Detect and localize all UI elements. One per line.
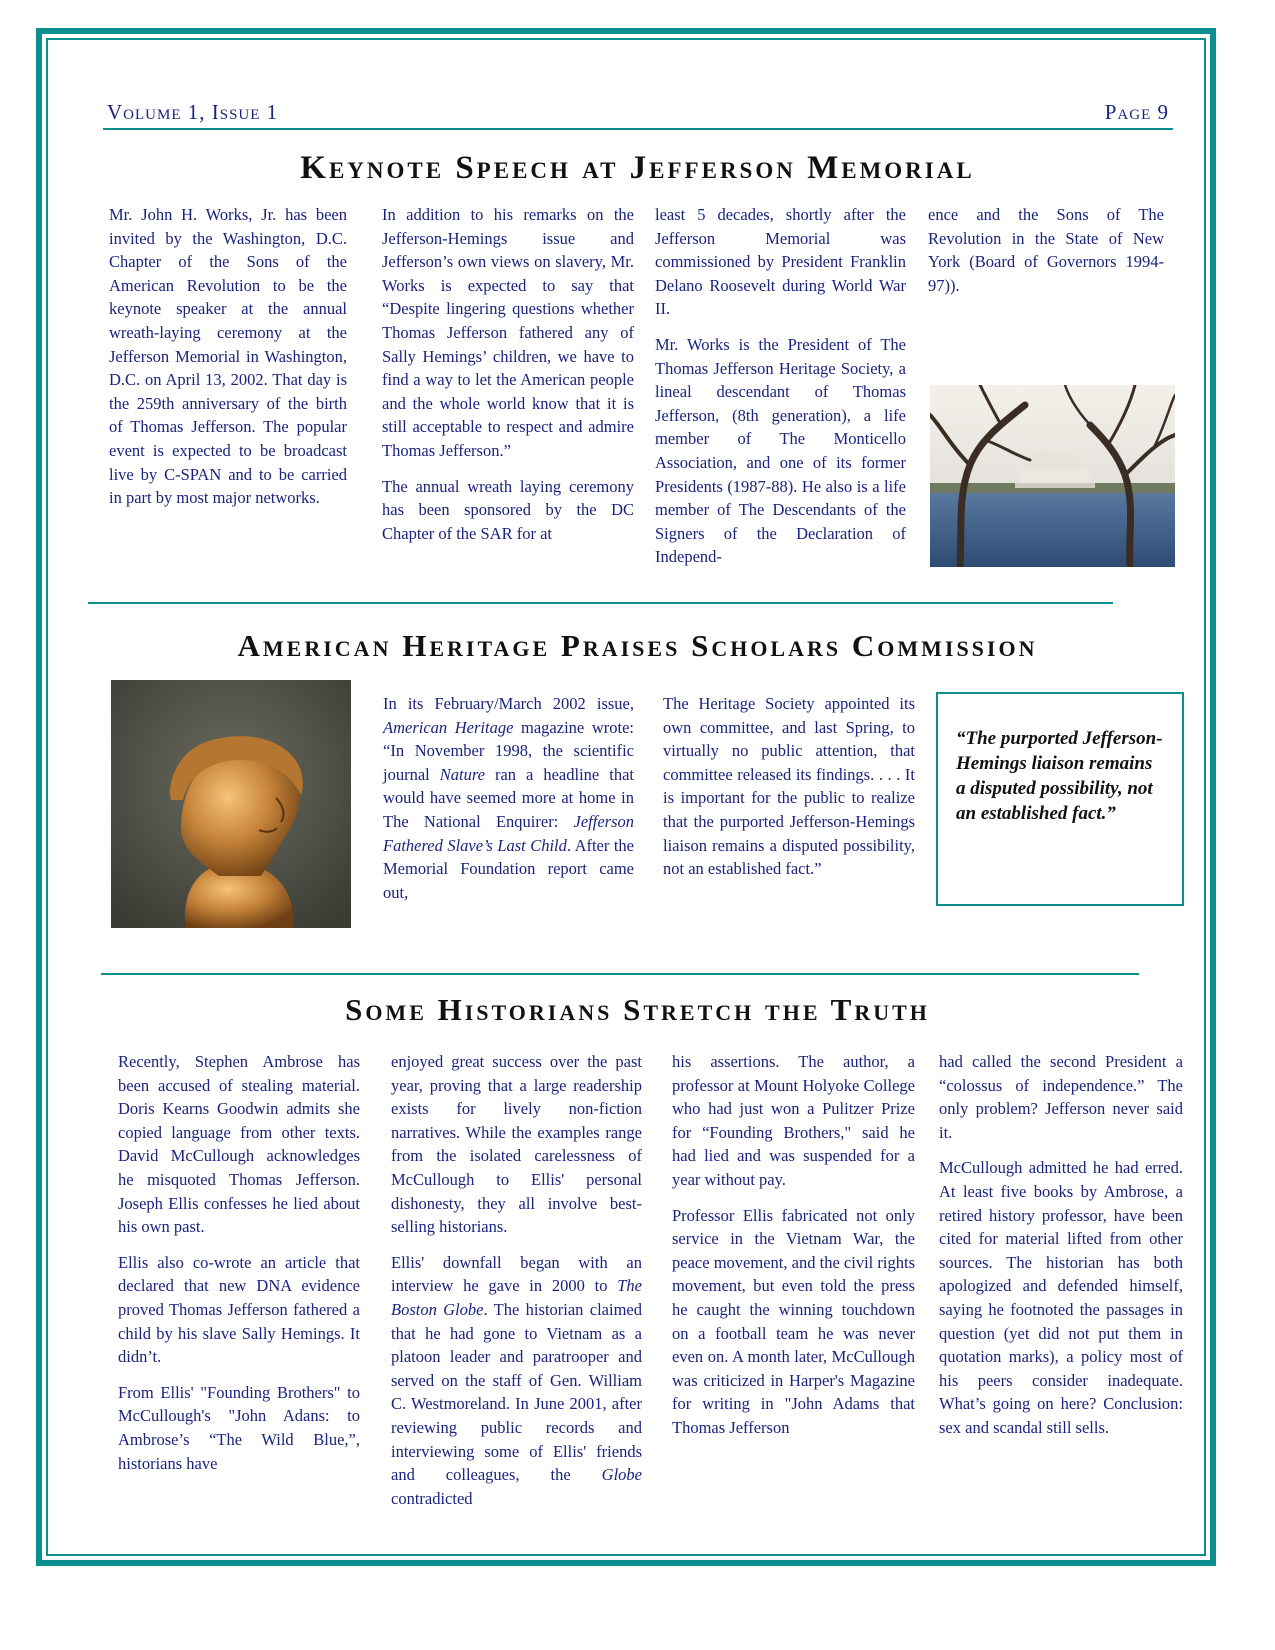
running-header (103, 96, 1173, 130)
page-number: Page 9 (1104, 100, 1169, 124)
article3-column-1 (118, 1050, 360, 1487)
paragraph: In its February/March 2002 issue, American Heritage magazine wrote: “In November 1998, the scientific journal Nature ran a headline that would have seemed more at home in The National Enquirer: Jefferson Fathered Slave’s Last Child. After the Memorial Foundation report came out, (383, 694, 635, 902)
headline-quote: Jefferson Fathered Slave’s Last Child (383, 811, 634, 855)
journal-name: Nature (439, 764, 485, 784)
newspaper-name: The Boston Globe (391, 1276, 642, 1319)
article3-title: Some Historians Stretch the Truth (345, 992, 930, 1027)
paragraph: Mr. John H. Works, Jr. has been invited by the Washington, D.C. Chapter of the Sons of the American Revolution to be the keynote speaker at the annual wreath-laying ceremony at the Jefferson Memorial in Washington, D.C. on April 13, 2002. That day is the 259th anniversary of the birth of Thomas Jefferson. The popular event is expected to be broadcast live by C-SPAN and to be carried in part by most major networks. (109, 205, 347, 508)
paragraph: Ellis also co-wrote an article that declared that new DNA evidence proved Thomas Jefferson fathered a child by his slave Sally Hemings. It didn’t. (118, 1252, 360, 1367)
newspaper-name-short: Globe (601, 1465, 642, 1485)
paragraph: Recently, Stephen Ambrose has been accused of stealing material. Doris Kearns Goodwin admits she copied language from other texts. David McCullough acknowledges he misquoted Thomas Jefferson. Joseph Ellis confesses he lied about his own past. (118, 1052, 360, 1237)
article2-column-1 (383, 692, 634, 916)
jefferson-memorial-photo (930, 385, 1175, 567)
article1-title: Keynote Speech at Jefferson Memorial (300, 150, 975, 186)
paragraph: ence and the Sons of The Revolution in the State of New York (Board of Governors 1994-97)). (928, 205, 1164, 295)
article3-column-3 (672, 1050, 915, 1452)
section-divider (101, 973, 1139, 975)
paragraph: Ellis' downfall began with an interview he gave in 2000 to The Boston Globe. The historian claimed that he had gone to Vietnam as a platoon leader and paratrooper and served on the staff of Gen. William C. Westmoreland. In June 2001, after reviewing public records and interviewing some of Ellis' friends and colleagues, the Globe contradicted (391, 1252, 642, 1508)
paragraph: his assertions. The author, a professor at Mount Holyoke College who had just won a Pulitzer Prize for “Founding Brothers," said he had lied and was suspended for a year without pay. (672, 1052, 915, 1189)
paragraph: In addition to his remarks on the Jefferson-Hemings issue and Jefferson’s own views on slavery, Mr. Works is expected to say that “Despite lingering questions whether Thomas Jefferson fathered any of Sally Hemings’ children, we have to find a way to let the American people and the whole world know that it is still acceptable to respect and admire Thomas Jefferson.” (382, 205, 634, 460)
article2-title: American Heritage Praises Scholars Commission (237, 628, 1038, 663)
section-divider (88, 602, 1113, 604)
paragraph: enjoyed great success over the past year, proving that a large readership exists for lively non-fiction narratives. While the examples range from the isolated carelessness of McCullough to Ellis' personal dishonesty, they all involve best-selling historians. (391, 1052, 642, 1237)
paragraph: Mr. Works is the President of The Thomas Jefferson Heritage Society, a lineal descendant of Thomas Jefferson, (8th generation), a life member of The Monticello Association, and one of its former Presidents (1987-88). He also is a life member of The Descendants of the Signers of the Declaration of Independ- (655, 334, 906, 567)
article3-column-2 (391, 1050, 642, 1522)
paragraph: The Heritage Society appointed its own committee, and last Spring, to virtually no public attention, that committee released its findings. . . . It is important for the public to realize that the purported Jefferson-Hemings liaison remains a disputed possibility, not an established fact.” (663, 694, 915, 879)
paragraph: least 5 decades, shortly after the Jefferson Memorial was commissioned by President Franklin Delano Roosevelt during World War II. (655, 205, 906, 319)
volume-issue: Volume 1, Issue 1 (107, 100, 279, 124)
paragraph: McCullough admitted he had erred. At least five books by Ambrose, a retired history professor, have been cited for material lifted from other sources. The historian has both apologized and defended himself, saying he footnoted the passages in question (yet did not put them in quotation marks), a policy most of his peers consider inadequate. What’s going on here? Conclusion: sex and scandal still sells. (939, 1158, 1183, 1437)
pull-quote: “The purported Jefferson-Hemings liaison remains a disputed possibility, not an established fact.” (936, 692, 1184, 906)
article3-column-4 (939, 1050, 1183, 1452)
magazine-name: American Heritage (383, 717, 514, 737)
article2-column-2 (663, 692, 915, 893)
jefferson-bust-photo (111, 680, 351, 928)
article1-column-1 (109, 203, 347, 522)
article1-column-4 (928, 203, 1164, 309)
paragraph: Professor Ellis fabricated not only service in the Vietnam War, the peace movement, and the civil rights movement, but even told the press he caught the winning touchdown on a football team he was never even on. A month later, McCullough was criticized in Harper's Magazine for writing in "John Adams that Thomas Jefferson (672, 1205, 915, 1437)
article1-column-3 (655, 203, 906, 581)
paragraph: had called the second President a “colossus of independence.” The only problem? Jefferson never said it. (939, 1052, 1183, 1142)
paragraph: The annual wreath laying ceremony has been sponsored by the DC Chapter of the SAR for at (382, 476, 634, 543)
paragraph: From Ellis' "Founding Brothers" to McCullough's "John Adans: to Ambrose’s “The Wild Blue,”, historians have (118, 1382, 360, 1473)
article1-column-2 (382, 203, 634, 557)
